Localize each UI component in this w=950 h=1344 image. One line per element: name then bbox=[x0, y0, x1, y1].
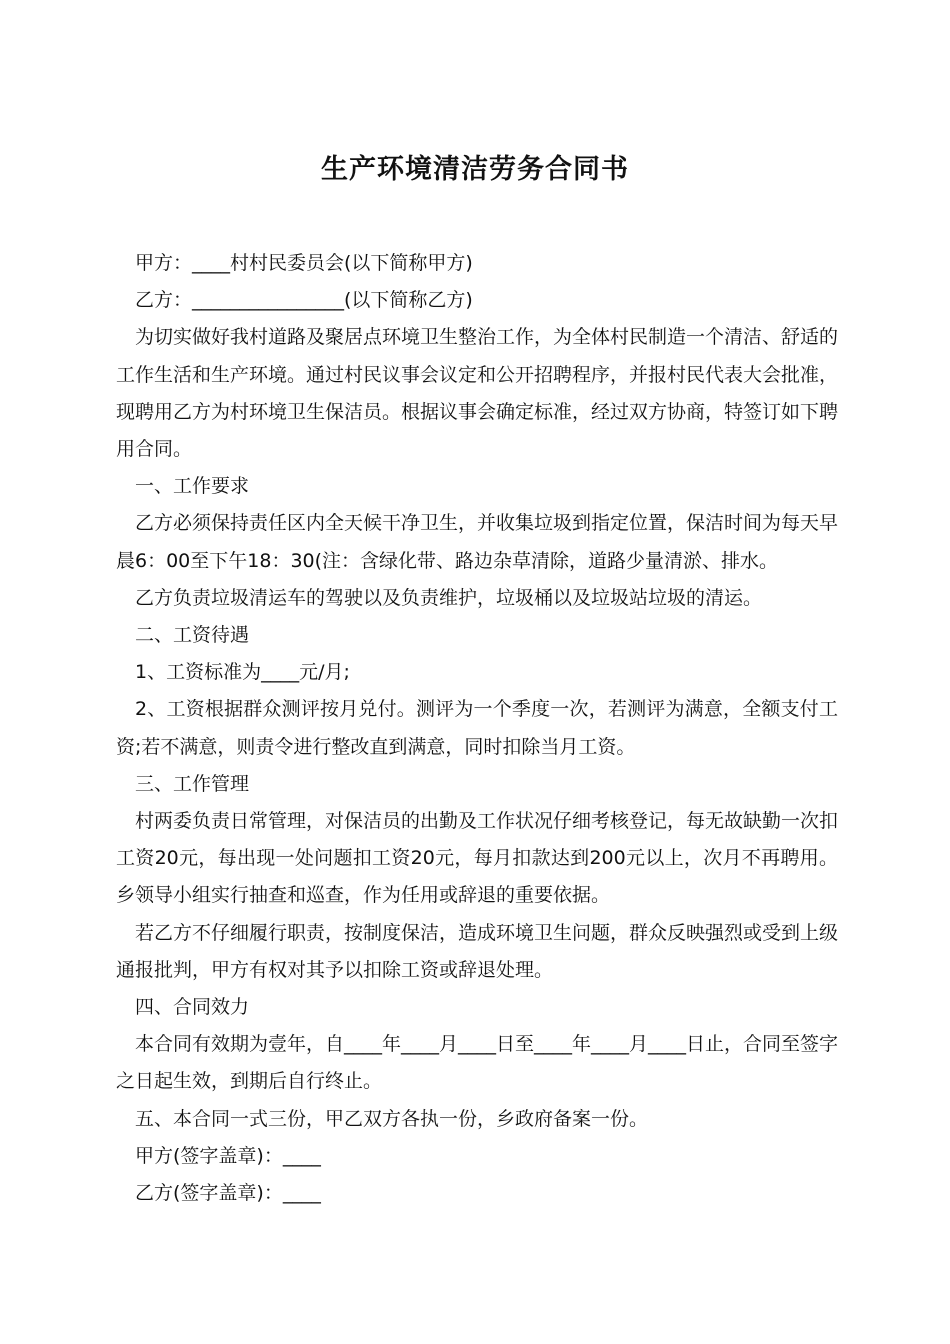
document-body bbox=[116, 245, 838, 1212]
wages-item-2: 2、工资根据群众测评按月兑付。测评为一个季度一次，若测评为满意，全额支付工资;若不满意，则责令进行整改直到满意，同时扣除当月工资。 bbox=[116, 698, 838, 758]
wages-item-1: 1、工资标准为____元/月; bbox=[135, 661, 350, 684]
section-heading-validity: 四、合同效力 bbox=[135, 996, 250, 1019]
management-paragraph-2: 若乙方不仔细履行职责，按制度保洁，造成环境卫生问题，群众反映强烈或受到上级通报批判，甲方有权对其予以扣除工资或辞退处理。 bbox=[116, 921, 839, 981]
section-heading-work-requirements: 一、工作要求 bbox=[135, 475, 250, 498]
work-requirements-paragraph-1: 乙方必须保持责任区内全天候干净卫生，并收集垃圾到指定位置，保洁时间为每天早晨6：00至下午18：30(注：含绿化带、路边杂草清除，道路少量清淤、排水。 bbox=[116, 512, 839, 572]
party-a-signature-line: 甲方(签字盖章)：____ bbox=[135, 1144, 321, 1167]
party-b-line: 乙方：________________(以下简称乙方) bbox=[135, 289, 473, 312]
preamble-paragraph: 为切实做好我村道路及聚居点环境卫生整治工作，为全体村民制造一个清洁、舒适的工作生活和生产环境。通过村民议事会议定和公开招聘程序，并报村民代表大会批准，现聘用乙方为村环境卫生保洁员。根据议事会确定标准，经过双方协商，特签订如下聘用合同。 bbox=[116, 326, 839, 461]
party-a-line: 甲方：____村村民委员会(以下简称甲方) bbox=[135, 252, 473, 274]
validity-paragraph: 本合同有效期为壹年，自____年____月____日至____年____月____日止，合同至签字之日起生效，到期后自行终止。 bbox=[116, 1033, 839, 1093]
section-heading-management: 三、工作管理 bbox=[135, 772, 250, 795]
copies-clause: 五、本合同一式三份，甲乙双方各执一份，乡政府备案一份。 bbox=[135, 1107, 649, 1130]
party-b-signature-line: 乙方(签字盖章)：____ bbox=[135, 1182, 321, 1205]
section-heading-wages: 二、工资待遇 bbox=[135, 624, 250, 647]
work-requirements-paragraph-2: 乙方负责垃圾清运车的驾驶以及负责维护，垃圾桶以及垃圾站垃圾的清运。 bbox=[135, 586, 763, 609]
management-paragraph-1: 村两委负责日常管理，对保洁员的出勤及工作状况仔细考核登记，每无故缺勤一次扣工资20元，每出现一处问题扣工资20元，每月扣款达到200元以上，次月不再聘用。乡领导小组实行抽查和巡查，作为任用或辞退的重要依据。 bbox=[116, 810, 839, 907]
document-title: 生产环境清洁劳务合同书 bbox=[321, 154, 629, 186]
